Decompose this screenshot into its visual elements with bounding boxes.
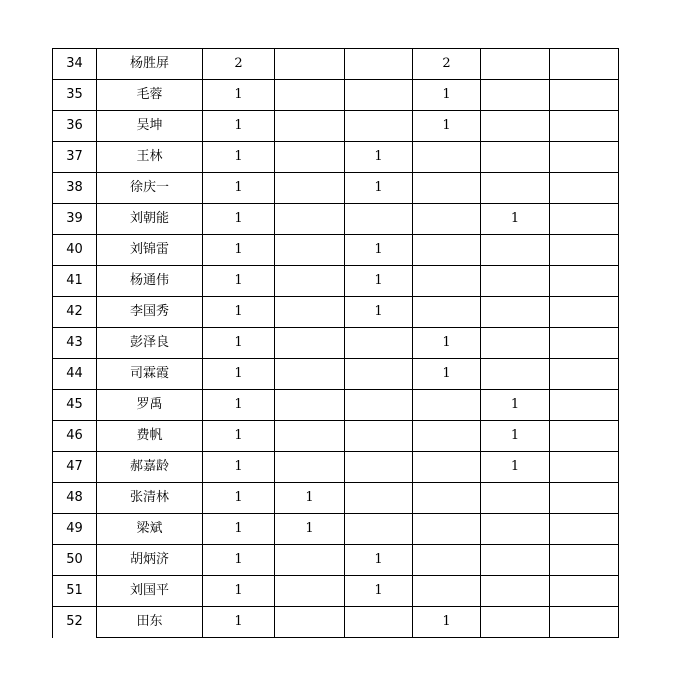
count-cell-col-1: 1 — [203, 235, 275, 266]
count-cell-col-3: 1 — [345, 297, 413, 328]
count-cell-col-4: 1 — [413, 328, 481, 359]
count-cell-col-2 — [275, 80, 345, 111]
count-cell-col-4 — [413, 235, 481, 266]
count-cell-col-4 — [413, 545, 481, 576]
table-row — [53, 452, 619, 483]
name-cell: 毛蓉 — [97, 80, 203, 111]
row-number-cell: 48 — [53, 483, 97, 514]
name-cell: 罗禹 — [97, 390, 203, 421]
table-row — [53, 266, 619, 297]
count-cell-col-6 — [550, 390, 619, 421]
count-cell-col-6 — [550, 235, 619, 266]
count-cell-col-6 — [550, 514, 619, 545]
name-cell: 吴坤 — [97, 111, 203, 142]
row-number-cell: 36 — [53, 111, 97, 142]
count-cell-col-5 — [481, 80, 550, 111]
count-cell-col-4 — [413, 483, 481, 514]
count-cell-col-2 — [275, 49, 345, 80]
count-cell-col-1: 1 — [203, 328, 275, 359]
count-cell-col-6 — [550, 111, 619, 142]
count-cell-col-1: 1 — [203, 142, 275, 173]
count-cell-col-6 — [550, 49, 619, 80]
count-cell-col-5 — [481, 359, 550, 390]
count-cell-col-3 — [345, 452, 413, 483]
count-cell-col-4 — [413, 390, 481, 421]
count-cell-col-1: 1 — [203, 390, 275, 421]
name-cell: 杨胜屏 — [97, 49, 203, 80]
count-cell-col-1: 1 — [203, 297, 275, 328]
count-cell-col-3: 1 — [345, 266, 413, 297]
count-cell-col-3 — [345, 111, 413, 142]
count-cell-col-2 — [275, 142, 345, 173]
table-row — [53, 204, 619, 235]
table-row — [53, 328, 619, 359]
name-cell: 彭泽良 — [97, 328, 203, 359]
count-cell-col-4 — [413, 142, 481, 173]
count-cell-col-4 — [413, 204, 481, 235]
count-cell-col-5 — [481, 142, 550, 173]
name-cell: 费帆 — [97, 421, 203, 452]
count-cell-col-6 — [550, 545, 619, 576]
count-cell-col-3 — [345, 514, 413, 545]
count-cell-col-3: 1 — [345, 142, 413, 173]
table-row — [53, 359, 619, 390]
count-cell-col-6 — [550, 483, 619, 514]
count-cell-col-6 — [550, 297, 619, 328]
count-cell-col-3 — [345, 80, 413, 111]
row-number-cell: 43 — [53, 328, 97, 359]
count-cell-col-2 — [275, 607, 345, 638]
row-number-cell: 38 — [53, 173, 97, 204]
count-cell-col-4 — [413, 452, 481, 483]
count-cell-col-2: 1 — [275, 514, 345, 545]
row-number-cell: 37 — [53, 142, 97, 173]
count-cell-col-5: 1 — [481, 452, 550, 483]
count-cell-col-5 — [481, 483, 550, 514]
count-cell-col-1: 1 — [203, 545, 275, 576]
table-row — [53, 483, 619, 514]
count-cell-col-5 — [481, 111, 550, 142]
count-cell-col-2 — [275, 545, 345, 576]
count-cell-col-1: 1 — [203, 173, 275, 204]
count-cell-col-5 — [481, 49, 550, 80]
row-number-cell: 46 — [53, 421, 97, 452]
count-cell-col-6 — [550, 328, 619, 359]
count-cell-col-2 — [275, 359, 345, 390]
count-cell-col-4: 1 — [413, 607, 481, 638]
count-cell-col-6 — [550, 173, 619, 204]
table-row — [53, 514, 619, 545]
table-row — [53, 576, 619, 607]
count-cell-col-1: 2 — [203, 49, 275, 80]
count-cell-col-5 — [481, 235, 550, 266]
count-cell-col-3 — [345, 359, 413, 390]
count-cell-col-2 — [275, 452, 345, 483]
count-cell-col-2 — [275, 297, 345, 328]
table-row — [53, 297, 619, 328]
count-cell-col-1: 1 — [203, 204, 275, 235]
table-row — [53, 235, 619, 266]
count-cell-col-2 — [275, 235, 345, 266]
name-cell: 郝嘉龄 — [97, 452, 203, 483]
count-cell-col-6 — [550, 607, 619, 638]
count-cell-col-4 — [413, 297, 481, 328]
count-cell-col-3 — [345, 390, 413, 421]
count-cell-col-3 — [345, 49, 413, 80]
row-number-cell: 51 — [53, 576, 97, 607]
count-cell-col-6 — [550, 359, 619, 390]
name-cell: 徐庆一 — [97, 173, 203, 204]
count-cell-col-2 — [275, 328, 345, 359]
count-cell-col-5 — [481, 173, 550, 204]
count-cell-col-1: 1 — [203, 483, 275, 514]
count-cell-col-6 — [550, 204, 619, 235]
tally-table — [52, 48, 619, 638]
count-cell-col-4 — [413, 266, 481, 297]
row-number-cell: 47 — [53, 452, 97, 483]
count-cell-col-1: 1 — [203, 452, 275, 483]
count-cell-col-1: 1 — [203, 514, 275, 545]
name-cell: 王林 — [97, 142, 203, 173]
count-cell-col-3 — [345, 483, 413, 514]
count-cell-col-4: 2 — [413, 49, 481, 80]
count-cell-col-5 — [481, 607, 550, 638]
table-row — [53, 49, 619, 80]
count-cell-col-3 — [345, 421, 413, 452]
row-number-cell: 40 — [53, 235, 97, 266]
count-cell-col-2 — [275, 576, 345, 607]
count-cell-col-2 — [275, 390, 345, 421]
table-row — [53, 421, 619, 452]
count-cell-col-3 — [345, 328, 413, 359]
table-row — [53, 173, 619, 204]
name-cell: 田东 — [97, 607, 203, 638]
count-cell-col-5 — [481, 514, 550, 545]
name-cell: 杨通伟 — [97, 266, 203, 297]
count-cell-col-2: 1 — [275, 483, 345, 514]
count-cell-col-6 — [550, 142, 619, 173]
name-cell: 司霖霞 — [97, 359, 203, 390]
table-row — [53, 607, 619, 638]
count-cell-col-4 — [413, 421, 481, 452]
count-cell-col-1: 1 — [203, 607, 275, 638]
count-cell-col-4: 1 — [413, 111, 481, 142]
count-cell-col-5: 1 — [481, 204, 550, 235]
count-cell-col-6 — [550, 421, 619, 452]
count-cell-col-2 — [275, 421, 345, 452]
count-cell-col-4 — [413, 576, 481, 607]
row-number-cell: 44 — [53, 359, 97, 390]
count-cell-col-3 — [345, 204, 413, 235]
table-row — [53, 545, 619, 576]
row-number-cell: 49 — [53, 514, 97, 545]
row-number-cell: 50 — [53, 545, 97, 576]
row-number-cell: 42 — [53, 297, 97, 328]
document-page — [52, 48, 619, 638]
count-cell-col-4: 1 — [413, 80, 481, 111]
name-cell: 刘国平 — [97, 576, 203, 607]
table-row — [53, 142, 619, 173]
table-row — [53, 390, 619, 421]
count-cell-col-3: 1 — [345, 545, 413, 576]
count-cell-col-5 — [481, 328, 550, 359]
count-cell-col-5 — [481, 297, 550, 328]
count-cell-col-5 — [481, 266, 550, 297]
count-cell-col-1: 1 — [203, 111, 275, 142]
count-cell-col-2 — [275, 266, 345, 297]
table-body — [53, 49, 619, 638]
count-cell-col-5: 1 — [481, 421, 550, 452]
count-cell-col-6 — [550, 452, 619, 483]
table-row — [53, 80, 619, 111]
count-cell-col-1: 1 — [203, 421, 275, 452]
count-cell-col-6 — [550, 80, 619, 111]
count-cell-col-3 — [345, 607, 413, 638]
row-number-cell: 39 — [53, 204, 97, 235]
row-number-cell: 34 — [53, 49, 97, 80]
count-cell-col-5 — [481, 576, 550, 607]
count-cell-col-2 — [275, 173, 345, 204]
name-cell: 胡炳济 — [97, 545, 203, 576]
count-cell-col-4: 1 — [413, 359, 481, 390]
name-cell: 刘朝能 — [97, 204, 203, 235]
count-cell-col-2 — [275, 204, 345, 235]
count-cell-col-2 — [275, 111, 345, 142]
count-cell-col-5 — [481, 545, 550, 576]
name-cell: 张清林 — [97, 483, 203, 514]
row-number-cell: 45 — [53, 390, 97, 421]
count-cell-col-3: 1 — [345, 173, 413, 204]
count-cell-col-6 — [550, 266, 619, 297]
count-cell-col-6 — [550, 576, 619, 607]
count-cell-col-1: 1 — [203, 80, 275, 111]
name-cell: 梁斌 — [97, 514, 203, 545]
count-cell-col-5: 1 — [481, 390, 550, 421]
count-cell-col-1: 1 — [203, 359, 275, 390]
row-number-cell: 41 — [53, 266, 97, 297]
row-number-cell: 35 — [53, 80, 97, 111]
name-cell: 刘锦雷 — [97, 235, 203, 266]
row-number-cell: 52 — [53, 607, 97, 638]
count-cell-col-3: 1 — [345, 235, 413, 266]
count-cell-col-4 — [413, 173, 481, 204]
count-cell-col-3: 1 — [345, 576, 413, 607]
name-cell: 李国秀 — [97, 297, 203, 328]
count-cell-col-1: 1 — [203, 266, 275, 297]
count-cell-col-1: 1 — [203, 576, 275, 607]
table-row — [53, 111, 619, 142]
count-cell-col-4 — [413, 514, 481, 545]
